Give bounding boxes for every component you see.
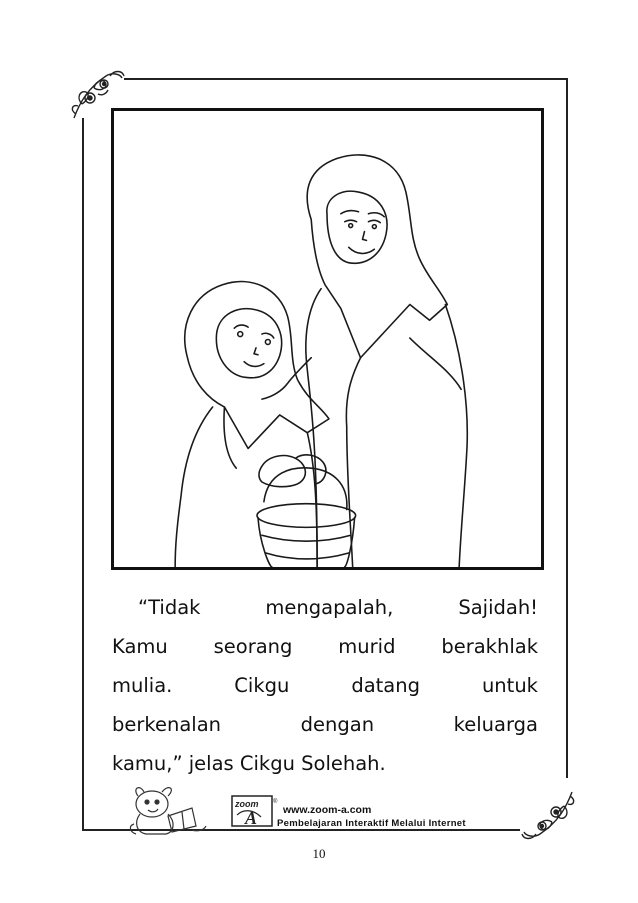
- frame-top-line: [124, 78, 566, 80]
- word: keluarga: [453, 713, 538, 736]
- frame-right-line: [566, 78, 568, 778]
- reading-mascot-icon: [122, 782, 210, 838]
- word: “Tidak: [138, 596, 201, 619]
- svg-text:A: A: [245, 808, 258, 828]
- story-line-5: [112, 744, 538, 783]
- word: kamu,” jelas Cikgu Solehah.: [112, 752, 386, 775]
- word: mulia.: [112, 674, 173, 697]
- word: untuk: [481, 674, 538, 697]
- teacher-arm: [262, 358, 311, 399]
- teacher-and-girl-line-art: [114, 111, 541, 567]
- word: mengapalah,: [265, 596, 394, 619]
- teacher-hijab-outline: [307, 155, 447, 358]
- word: seorang: [213, 635, 293, 658]
- girl-face: [216, 309, 281, 378]
- zoom-a-logo-mark-icon: [231, 795, 279, 829]
- teacher-body: [306, 289, 321, 567]
- story-line-2: [112, 627, 538, 666]
- story-paragraph: [112, 588, 538, 783]
- word: Sajidah!: [458, 596, 538, 619]
- website-url[interactable]: www.zoom-a.com: [283, 804, 372, 816]
- svg-text:zoom: zoom: [235, 799, 259, 809]
- zoom-a-logo: [231, 795, 279, 829]
- girl-hands: [259, 456, 305, 487]
- footer-tagline: Pembelajaran Interaktif Melalui Internet: [277, 818, 466, 829]
- flower-ornament-bottom-right-icon: [518, 784, 580, 846]
- word: datang: [351, 674, 420, 697]
- word: berkenalan: [112, 713, 222, 736]
- svg-text:®: ®: [273, 799, 278, 805]
- word: murid: [338, 635, 396, 658]
- word: Cikgu: [234, 674, 290, 697]
- page-number: 10: [312, 846, 326, 861]
- word: Kamu: [112, 635, 168, 658]
- word: dengan: [300, 713, 375, 736]
- coloring-illustration: [111, 108, 544, 570]
- frame-left-line: [82, 118, 84, 830]
- story-line-4: [112, 705, 538, 744]
- girl-body: [175, 407, 212, 567]
- story-line-3: [112, 666, 538, 705]
- story-line-1: [112, 588, 538, 627]
- word: berakhlak: [441, 635, 538, 658]
